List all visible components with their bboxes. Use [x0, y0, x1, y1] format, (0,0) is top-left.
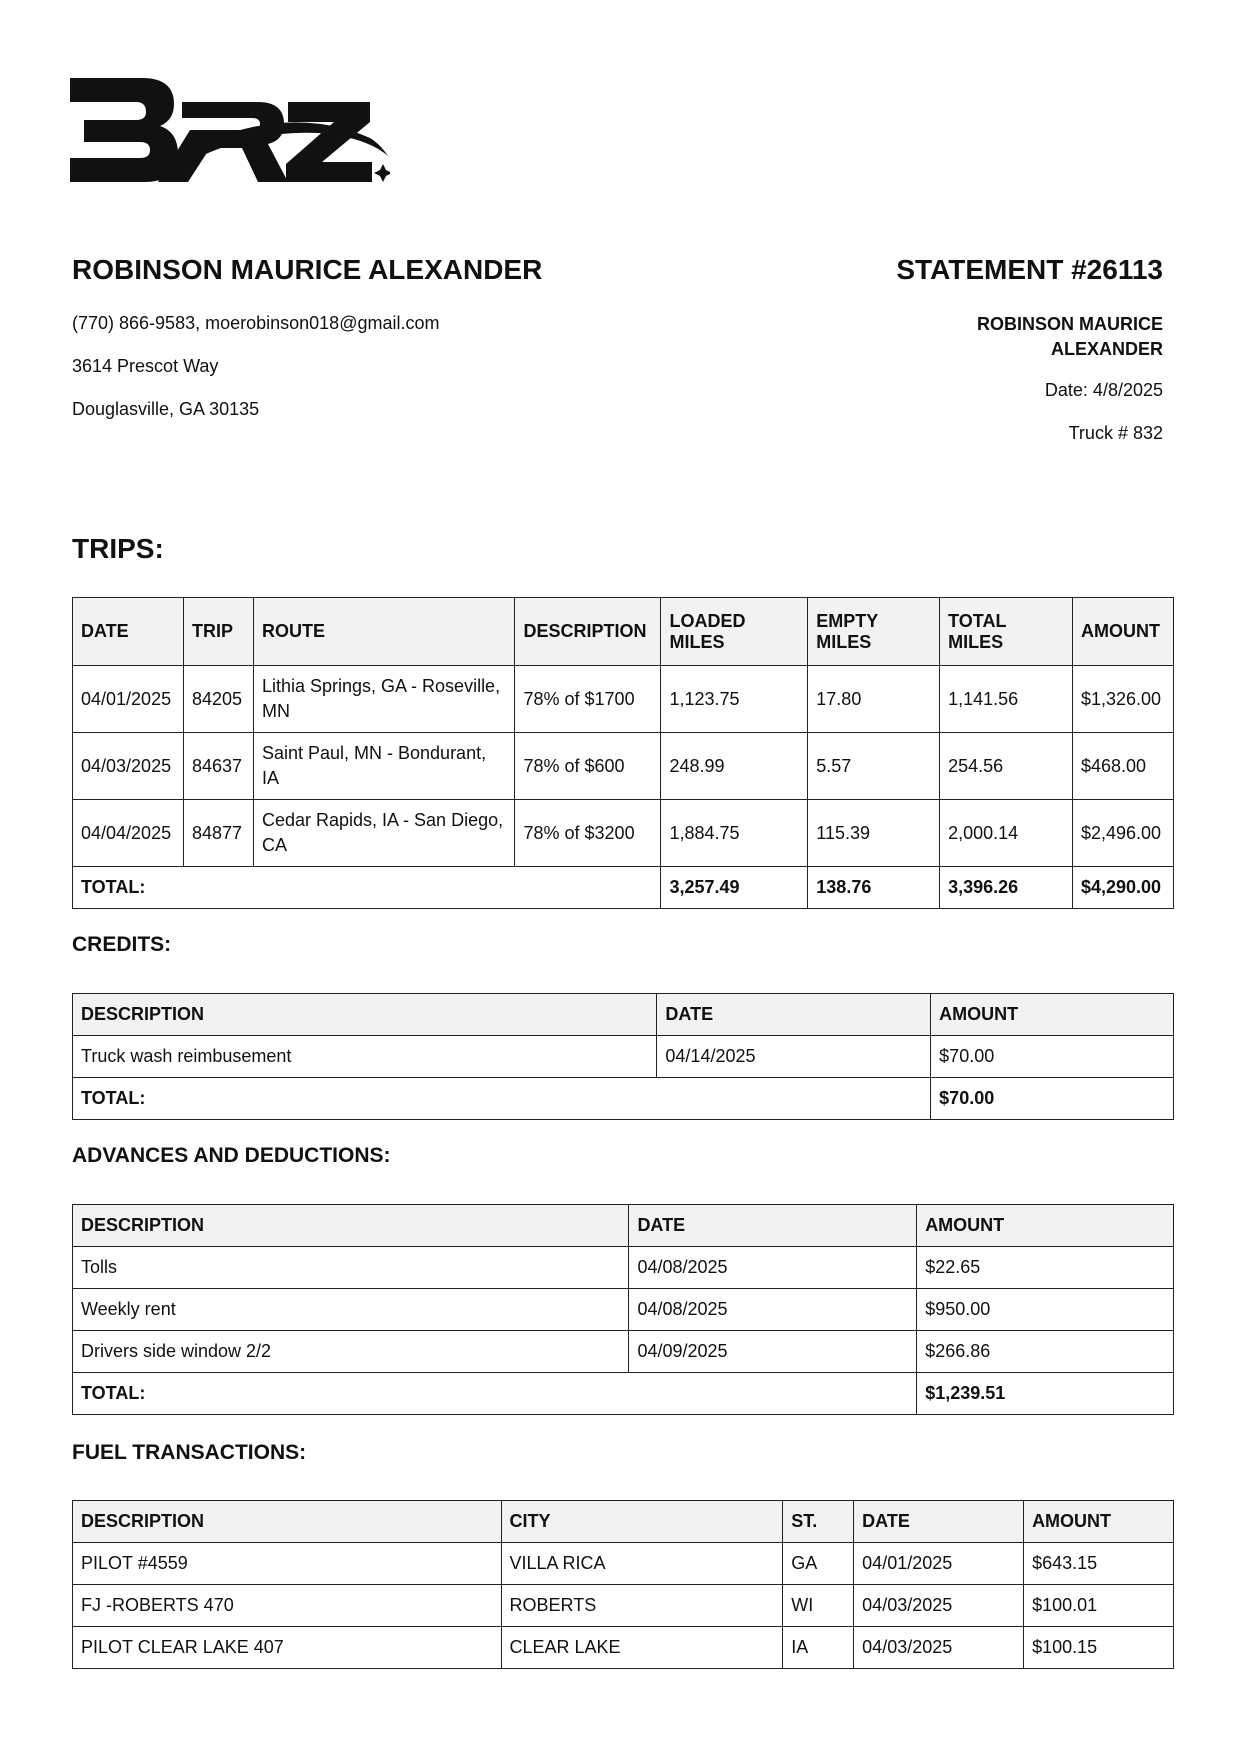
fuel-amount: $643.15 [1024, 1543, 1174, 1585]
trip-total-miles: 1,141.56 [940, 666, 1073, 733]
trip-date: 04/01/2025 [73, 666, 184, 733]
deductions-header-row [73, 1205, 1174, 1247]
header-amount: AMOUNT [1072, 598, 1173, 666]
fuel-description: PILOT #4559 [73, 1543, 502, 1585]
deduction-amount: $22.65 [917, 1247, 1174, 1289]
statement-title: STATEMENT #26113 [896, 254, 1163, 285]
table-row [73, 733, 1174, 800]
table-row [73, 1585, 1174, 1627]
fuel-description: FJ -ROBERTS 470 [73, 1585, 502, 1627]
credits-table [72, 993, 1174, 1120]
header-state: ST. [783, 1501, 854, 1543]
header-date: DATE [854, 1501, 1024, 1543]
trip-empty-miles: 5.57 [808, 733, 940, 800]
credits-total-row [73, 1078, 1174, 1120]
fuel-city: ROBERTS [501, 1585, 783, 1627]
credit-date: 04/14/2025 [657, 1036, 931, 1078]
fuel-city: CLEAR LAKE [501, 1627, 783, 1669]
header-trip: TRIP [183, 598, 253, 666]
header-date: DATE [73, 598, 184, 666]
table-row [73, 1289, 1174, 1331]
trip-empty-miles: 17.80 [808, 666, 940, 733]
deduction-description: Weekly rent [73, 1289, 629, 1331]
header-description: DESCRIPTION [73, 1205, 629, 1247]
deductions-total-label: TOTAL: [73, 1373, 917, 1415]
deduction-date: 04/09/2025 [629, 1331, 917, 1373]
driver-address-line1: 3614 Prescot Way [72, 356, 219, 376]
company-logo [70, 78, 390, 196]
fuel-amount: $100.15 [1024, 1627, 1174, 1669]
statement-driver-name-line2: ALEXANDER [1050, 339, 1163, 359]
trip-route: Cedar Rapids, IA - San Diego, CA [253, 800, 515, 867]
trip-description: 78% of $600 [515, 733, 661, 800]
fuel-city: VILLA RICA [501, 1543, 783, 1585]
statement-driver-name-line1: ROBINSON MAURICE [976, 314, 1163, 334]
trip-number: 84877 [183, 800, 253, 867]
table-row [73, 800, 1174, 867]
header-total-miles: TOTAL MILES [940, 598, 1073, 666]
header-city: CITY [501, 1501, 783, 1543]
trip-loaded-miles: 248.99 [661, 733, 808, 800]
fuel-state: IA [783, 1627, 854, 1669]
trip-number: 84205 [183, 666, 253, 733]
header-loaded-miles: LOADED MILES [661, 598, 808, 666]
fuel-amount: $100.01 [1024, 1585, 1174, 1627]
trip-loaded-miles: 1,123.75 [661, 666, 808, 733]
table-row [73, 1247, 1174, 1289]
trip-description: 78% of $3200 [515, 800, 661, 867]
trips-heading: TRIPS: [72, 533, 164, 564]
statement-info [903, 312, 1163, 444]
trips-total-label: TOTAL: [73, 867, 661, 909]
credits-total-label: TOTAL: [73, 1078, 931, 1120]
header-date: DATE [657, 994, 931, 1036]
trips-table [72, 597, 1174, 909]
driver-address-line2: Douglasville, GA 30135 [72, 399, 260, 419]
trip-empty-miles: 115.39 [808, 800, 940, 867]
header-description: DESCRIPTION [515, 598, 661, 666]
deduction-description: Tolls [73, 1247, 629, 1289]
statement-date: Date: 4/8/2025 [1044, 380, 1163, 400]
fuel-state: GA [783, 1543, 854, 1585]
fuel-header-row [73, 1501, 1174, 1543]
deductions-total-amount: $1,239.51 [917, 1373, 1174, 1415]
driver-contact: (770) 866-9583, moerobinson018@gmail.com [72, 313, 440, 333]
deduction-amount: $950.00 [917, 1289, 1174, 1331]
header-route: ROUTE [253, 598, 515, 666]
header-description: DESCRIPTION [73, 994, 657, 1036]
credits-heading: CREDITS: [72, 933, 172, 956]
fuel-date: 04/03/2025 [854, 1627, 1024, 1669]
fuel-table [72, 1500, 1174, 1669]
fuel-state: WI [783, 1585, 854, 1627]
deductions-table [72, 1204, 1174, 1415]
trips-total-loaded: 3,257.49 [661, 867, 808, 909]
truck-number: Truck # 832 [1068, 423, 1163, 443]
header-empty-miles: EMPTY MILES [808, 598, 940, 666]
trip-number: 84637 [183, 733, 253, 800]
deduction-date: 04/08/2025 [629, 1289, 917, 1331]
trip-amount: $2,496.00 [1072, 800, 1173, 867]
trip-route: Lithia Springs, GA - Roseville, MN [253, 666, 515, 733]
trip-amount: $1,326.00 [1072, 666, 1173, 733]
header-amount: AMOUNT [917, 1205, 1174, 1247]
table-row [73, 1036, 1174, 1078]
credit-description: Truck wash reimbusement [73, 1036, 657, 1078]
fuel-heading: FUEL TRANSACTIONS: [72, 1441, 307, 1464]
trips-total-empty: 138.76 [808, 867, 940, 909]
credits-header-row [73, 994, 1174, 1036]
table-row [73, 1627, 1174, 1669]
trip-loaded-miles: 1,884.75 [661, 800, 808, 867]
trip-description: 78% of $1700 [515, 666, 661, 733]
trip-route: Saint Paul, MN - Bondurant, IA [253, 733, 515, 800]
fuel-date: 04/03/2025 [854, 1585, 1024, 1627]
credit-amount: $70.00 [931, 1036, 1174, 1078]
trips-total-amount: $4,290.00 [1072, 867, 1173, 909]
trip-date: 04/04/2025 [73, 800, 184, 867]
trips-total-row [73, 867, 1174, 909]
deductions-heading: ADVANCES AND DEDUCTIONS: [72, 1144, 391, 1167]
trip-total-miles: 2,000.14 [940, 800, 1073, 867]
deduction-date: 04/08/2025 [629, 1247, 917, 1289]
header-amount: AMOUNT [1024, 1501, 1174, 1543]
deduction-description: Drivers side window 2/2 [73, 1331, 629, 1373]
trips-header-row [73, 598, 1174, 666]
fuel-description: PILOT CLEAR LAKE 407 [73, 1627, 502, 1669]
driver-name-title: ROBINSON MAURICE ALEXANDER [72, 254, 543, 285]
header-amount: AMOUNT [931, 994, 1174, 1036]
trip-amount: $468.00 [1072, 733, 1173, 800]
credits-total-amount: $70.00 [931, 1078, 1174, 1120]
trip-date: 04/03/2025 [73, 733, 184, 800]
deduction-amount: $266.86 [917, 1331, 1174, 1373]
table-row [73, 1543, 1174, 1585]
table-row [73, 1331, 1174, 1373]
header-date: DATE [629, 1205, 917, 1247]
header-description: DESCRIPTION [73, 1501, 502, 1543]
fuel-date: 04/01/2025 [854, 1543, 1024, 1585]
table-row [73, 666, 1174, 733]
trip-total-miles: 254.56 [940, 733, 1073, 800]
trips-total-miles: 3,396.26 [940, 867, 1073, 909]
deductions-total-row [73, 1373, 1174, 1415]
